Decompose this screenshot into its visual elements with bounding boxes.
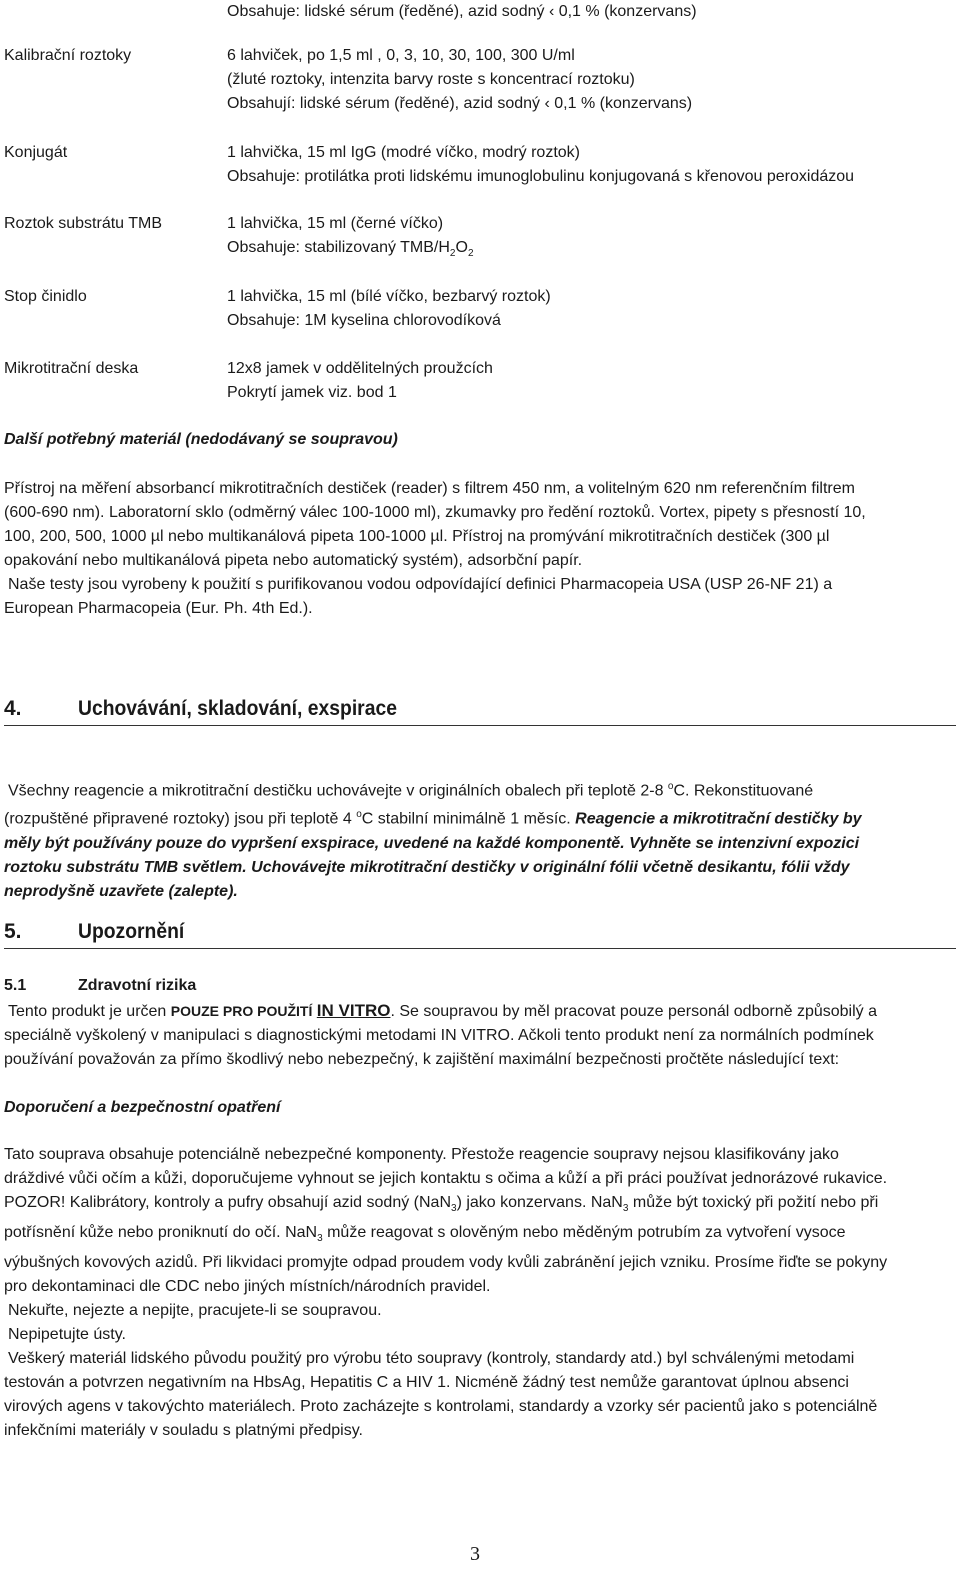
component-label: Stop činidlo (4, 288, 87, 305)
paragraph-line: (600-690 nm). Laboratorní sklo (odměrný válec 100-1000 ml), zkumavky pro ředění roztoků. Vortex, pipety s přesností 10, (4, 504, 866, 521)
paragraph-line: opakování nebo multikanálová pipeta nebo automatický systém), adsorbční papír. (4, 552, 583, 569)
component-line (227, 236, 947, 266)
section-title: Uchovávání, skladování, exspirace (78, 697, 397, 720)
paragraph-line (4, 775, 954, 803)
section-5-heading (4, 920, 956, 949)
oxygen-text: O (455, 239, 468, 256)
text-run: ) jako konzervans. NaN (456, 1194, 623, 1211)
paragraph-line (4, 1191, 954, 1221)
component-line: 1 lahvička, 15 ml IgG (modré víčko, modrý roztok) (227, 144, 580, 161)
other-material-heading: Další potřebný materiál (nedodávaný se soupravou) (4, 431, 398, 448)
text-run: může být toxický při požití nebo při (628, 1194, 879, 1211)
section-number: 4. (4, 697, 22, 720)
text-run: C. Rekonstituované (673, 782, 814, 800)
caps-text: POUZE PRO POUŽITÍ (170, 1003, 313, 1019)
component-line: (žluté roztoky, intenzita barvy roste s koncentrací roztoku) (227, 71, 635, 88)
subscript: 3 (451, 1203, 457, 1215)
component-contents-line: Obsahuje: lidské sérum (ředěné), azid sodný ‹ 0,1 % (konzervans) (227, 3, 697, 20)
section-4-heading (4, 697, 956, 726)
component-description (227, 141, 947, 189)
other-material-paragraph (4, 477, 954, 621)
subscript: 3 (622, 1203, 629, 1215)
paragraph-line (4, 803, 954, 831)
text-run: Všechny reagencie a mikrotitrační destičku uchovávejte v originálních obalech při teplotě 2-8 (8, 782, 668, 800)
tmb-text: Obsahuje: stabilizovaný TMB/H (227, 239, 450, 256)
emphasis-text: Reagencie a mikrotitrační destičky by (575, 810, 862, 828)
paragraph-line: infekčními materiály v souladu s platnými předpisy. (4, 1422, 363, 1440)
paragraph-line: 100, 200, 500, 1000 µl nebo multikanálová pipeta 100-1000 µl. Přístroj na promývání mikrotitračních destiček (300 µl (4, 528, 830, 545)
component-line: 1 lahvička, 15 ml (bílé víčko, bezbarvý roztok) (227, 288, 551, 305)
paragraph-line: používání považován za přímo škodlivý nebo nebezpečný, k zajištění maximální bezpečnosti pročtěte následující text: (4, 1051, 840, 1068)
component-description (227, 212, 947, 266)
component-line: Obsahují: lidské sérum (ředěné), azid sodný ‹ 0,1 % (konzervans) (227, 95, 693, 112)
component-label: Konjugát (4, 144, 68, 161)
component-description (227, 285, 947, 333)
paragraph-line: Nepipetujte ústy. (8, 1326, 126, 1344)
paragraph-line: pro dekontaminaci dle CDC nebo jiných místních/národních pravidel. (4, 1278, 491, 1296)
paragraph-line: roztoku substrátu TMB světlem. Uchovávejte mikrotitrační destičky v originální fólii včetně desikantu, fólii vždy (4, 858, 850, 876)
subsection-title: Zdravotní rizika (78, 977, 197, 994)
component-line: 6 lahviček, po 1,5 ml , 0, 3, 10, 30, 100, 300 U/ml (227, 47, 575, 64)
health-risk-paragraph (4, 999, 954, 1072)
component-line: Pokrytí jamek viz. bod 1 (227, 384, 397, 401)
text-run: (rozpuštěné připravené roztoky) jsou při teplotě 4 (4, 810, 357, 828)
paragraph-line: neprodyšně uzavřete (zalepte). (4, 882, 238, 900)
component-line: 1 lahvička, 15 ml (černé víčko) (227, 215, 444, 232)
subscript: 2 (467, 248, 474, 260)
paragraph-line: Naše testy jsou vyrobeny k použití s purifikovanou vodou odpovídající definici Pharmacopeia USA (USP 26-NF 21) a (8, 576, 833, 593)
paragraph-line: testován a potvrzen negativním na HbsAg, Hepatitis C a HIV 1. Nicméně žádný test nemůže garantovat úplnou absenci (4, 1374, 849, 1392)
paragraph-line: Nekuřte, nejezte a nepijte, pracujete-li se soupravou. (8, 1302, 382, 1320)
degree-superscript: o (356, 809, 362, 821)
section-title: Upozornění (78, 920, 185, 943)
subscript: 2 (449, 248, 456, 260)
paragraph-line: Přístroj na měření absorbancí mikrotitračních destiček (reader) s filtrem 450 nm, a volitelným 620 nm referenčním filtrem (4, 480, 855, 497)
component-description (227, 44, 947, 116)
paragraph-line (4, 999, 954, 1024)
paragraph-line: virových agens v takovýchto materiálech. Proto zacházejte s kontrolami, standardy a vzorky sér pacientů jako s potenciálně (4, 1398, 878, 1416)
subscript: 3 (317, 1233, 323, 1245)
text-run: může reagovat s olověným nebo měděným potrubím za vytvoření vysoce (322, 1224, 846, 1242)
page-number: 3 (470, 1543, 480, 1565)
text-run: C stabilní minimálně 1 měsíc. (361, 810, 576, 828)
storage-paragraph (4, 775, 954, 904)
component-label: Kalibrační roztoky (4, 47, 132, 64)
paragraph-line: Veškerý materiál lidského původu použitý pro výrobu této soupravy (kontroly, standardy atd.) byl schválenými metodami (8, 1350, 855, 1368)
paragraph-line: speciálně vyškolený v manipulaci s diagnostickými metodami IN VITRO. Ačkoli tento produkt není za normálních podmínek (4, 1027, 874, 1044)
text-run: POZOR! Kalibrátory, kontroly a pufry obsahují azid sodný (NaN (4, 1194, 451, 1211)
component-line: Obsahuje: 1M kyselina chlorovodíková (227, 312, 501, 329)
paragraph-line: dráždivé vůči očím a kůži, doporučujeme vyhnout se jejich kontaktu s očima a kůží a při práci používat jednorázové rukavice. (4, 1170, 888, 1187)
safety-recommendation-heading: Doporučení a bezpečnostní opatření (4, 1099, 281, 1116)
degree-superscript: o (667, 781, 674, 792)
component-label: Roztok substrátu TMB (4, 215, 162, 232)
paragraph-line: Tato souprava obsahuje potenciálně nebezpečné komponenty. Přestože reagencie soupravy nejsou klasifikovány jako (4, 1146, 839, 1163)
component-description (227, 357, 947, 405)
component-label: Mikrotitrační deska (4, 360, 139, 377)
component-line: Obsahuje: protilátka proti lidskému imunoglobulinu konjugovaná s křenovou peroxidázou (227, 168, 855, 185)
subsection-number: 5.1 (4, 977, 27, 994)
section-number: 5. (4, 920, 22, 943)
paragraph-line: European Pharmacopeia (Eur. Ph. 4th Ed.). (4, 600, 313, 617)
safety-paragraph (4, 1143, 954, 1443)
in-vitro-text: IN VITRO (316, 1001, 391, 1020)
text-run: Tento produkt je určen (8, 1003, 171, 1020)
paragraph-line: výbušných kovových azidů. Při likvidaci promyjte odpad proudem vody kvůli zabránění jejich vzniku. Prosíme řiďte se pokyny (4, 1254, 888, 1272)
text-run: potřísnění kůže nebo proniknutí do očí. NaN (4, 1224, 318, 1242)
paragraph-line (4, 1221, 954, 1251)
component-line: 12x8 jamek v oddělitelných proužcích (227, 360, 493, 377)
text-run: . Se soupravou by měl pracovat pouze personál odborně způsobilý a (390, 1003, 877, 1020)
paragraph-line: měly být používány pouze do vypršení exspirace, uvedené na každé komponentě. Vyhněte se intenzivní expozici (4, 834, 860, 852)
